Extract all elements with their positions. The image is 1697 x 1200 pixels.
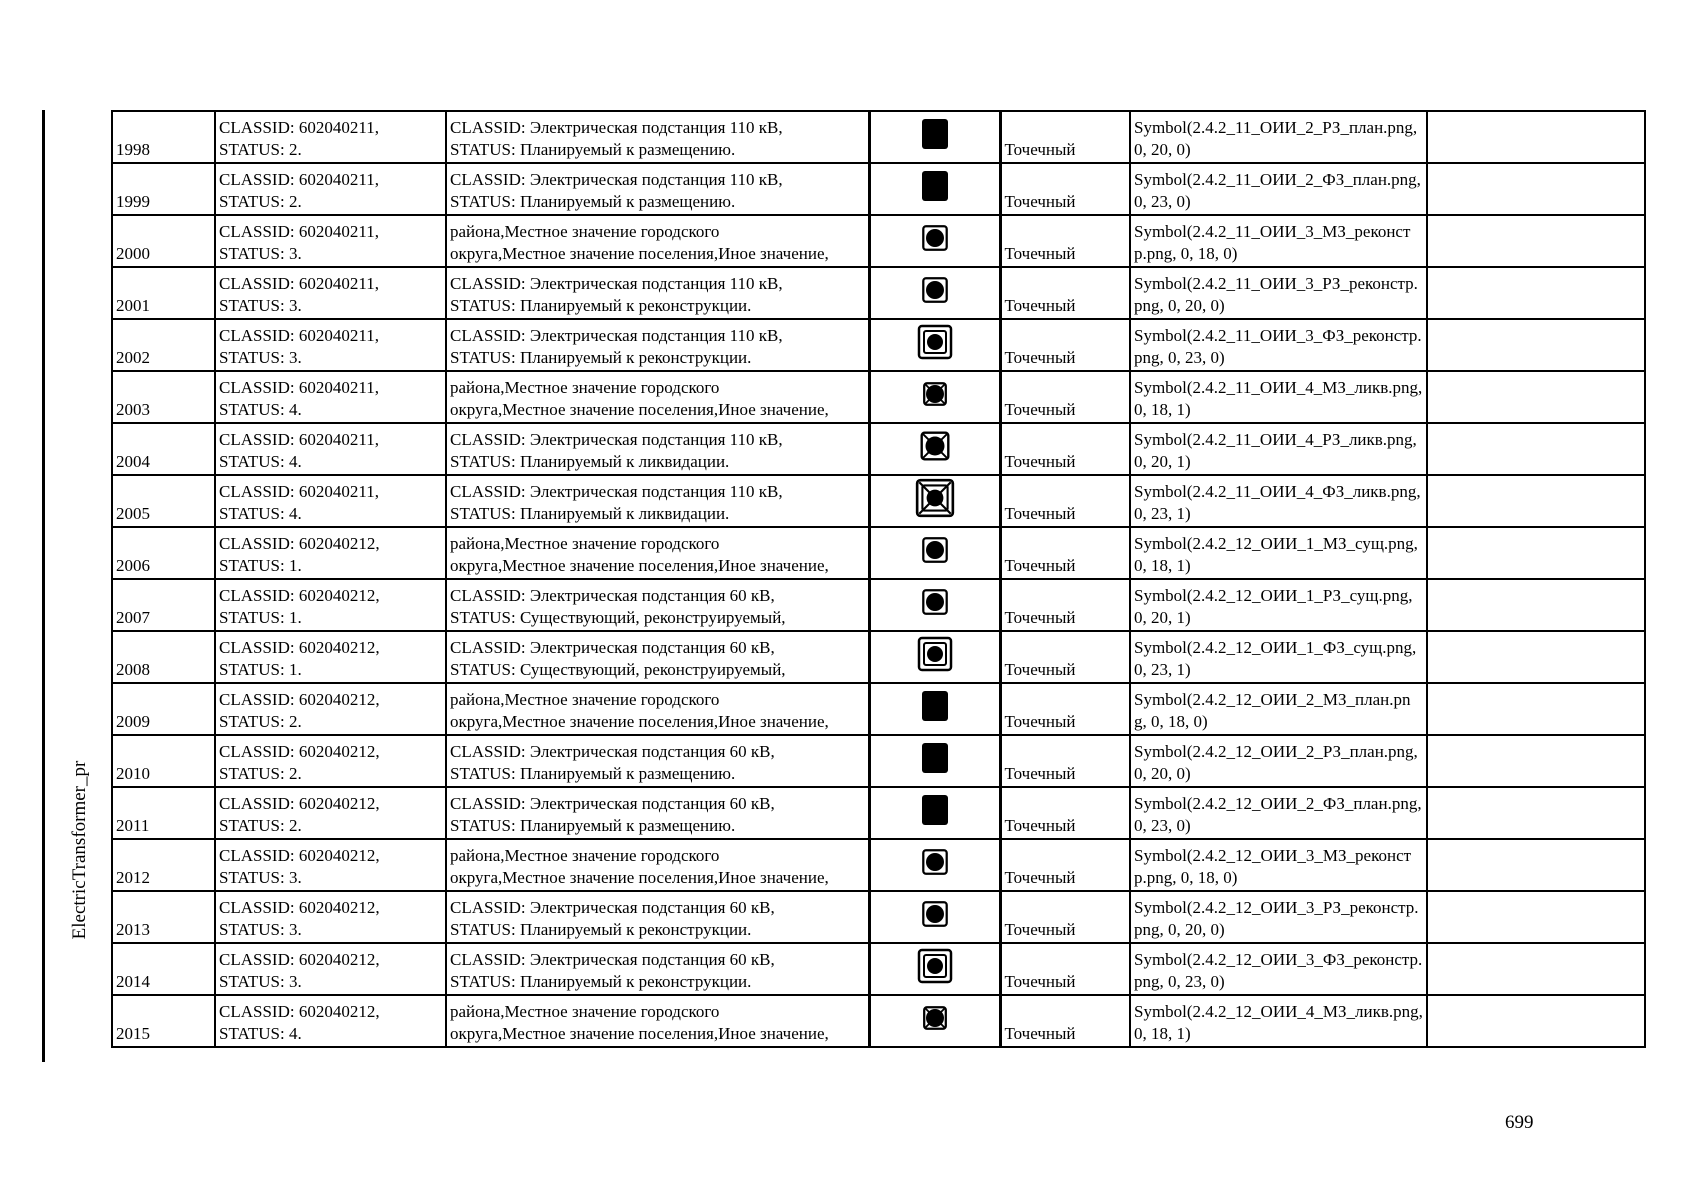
row-symbol-string: Symbol(2.4.2_12_ОИИ_2_МЗ_план.png, 0, 18, 0) xyxy=(1130,683,1427,735)
row-classid: CLASSID: 602040212, xyxy=(219,534,380,553)
row-description-line-2: STATUS: Существующий, реконструируемый, xyxy=(450,608,786,627)
row-id: 1998 xyxy=(112,111,215,163)
row-description-line-2: STATUS: Планируемый к размещению. xyxy=(450,192,736,211)
row-class xyxy=(215,735,446,787)
row-id: 2014 xyxy=(112,943,215,995)
row-description xyxy=(446,579,869,631)
row-description xyxy=(446,839,869,891)
row-empty-cell xyxy=(1427,163,1645,215)
row-description-line-2: округа,Местное значение поселения,Иное значение, xyxy=(450,400,829,419)
row-class xyxy=(215,319,446,371)
row-geometry: Точечный xyxy=(1000,475,1130,527)
row-symbol-cell xyxy=(869,787,1000,839)
row-description xyxy=(446,891,869,943)
row-symbol-string: Symbol(2.4.2_11_ОИИ_4_ФЗ_ликв.png, 0, 23, 1) xyxy=(1130,475,1427,527)
row-geometry: Точечный xyxy=(1000,371,1130,423)
row-description-line-1: CLASSID: Электрическая подстанция 60 кВ, xyxy=(450,586,775,605)
row-status: STATUS: 3. xyxy=(219,972,302,991)
row-classid: CLASSID: 602040212, xyxy=(219,586,380,605)
row-description xyxy=(446,995,869,1047)
row-class xyxy=(215,215,446,267)
row-description xyxy=(446,371,869,423)
row-geometry: Точечный xyxy=(1000,943,1130,995)
row-class xyxy=(215,943,446,995)
row-status: STATUS: 3. xyxy=(219,244,302,263)
row-description-line-1: района,Местное значение городского xyxy=(450,1002,720,1021)
table-row xyxy=(112,683,1645,735)
table-row xyxy=(112,163,1645,215)
row-symbol-string: Symbol(2.4.2_11_ОИИ_4_РЗ_ликв.png, 0, 20, 1) xyxy=(1130,423,1427,475)
row-id: 2015 xyxy=(112,995,215,1047)
row-description xyxy=(446,163,869,215)
row-symbol-string: Symbol(2.4.2_12_ОИИ_2_ФЗ_план.png, 0, 23, 0) xyxy=(1130,787,1427,839)
filled-square-icon xyxy=(915,114,955,160)
row-description xyxy=(446,475,869,527)
row-description-line-2: STATUS: Планируемый к реконструкции. xyxy=(450,920,752,939)
row-empty-cell xyxy=(1427,839,1645,891)
row-classid: CLASSID: 602040212, xyxy=(219,950,380,969)
row-symbol-string: Symbol(2.4.2_12_ОИИ_1_МЗ_сущ.png, 0, 18, 1) xyxy=(1130,527,1427,579)
row-geometry: Точечный xyxy=(1000,579,1130,631)
row-status: STATUS: 4. xyxy=(219,452,302,471)
row-empty-cell xyxy=(1427,475,1645,527)
row-empty-cell xyxy=(1427,371,1645,423)
row-empty-cell xyxy=(1427,319,1645,371)
row-symbol-string: Symbol(2.4.2_12_ОИИ_1_ФЗ_сущ.png, 0, 23, 1) xyxy=(1130,631,1427,683)
table-row xyxy=(112,891,1645,943)
row-symbol-cell xyxy=(869,631,1000,683)
row-class xyxy=(215,839,446,891)
row-classid: CLASSID: 602040211, xyxy=(219,274,379,293)
row-geometry: Точечный xyxy=(1000,423,1130,475)
row-class xyxy=(215,995,446,1047)
row-symbol-cell xyxy=(869,423,1000,475)
row-description-line-2: округа,Местное значение поселения,Иное значение, xyxy=(450,712,829,731)
row-classid: CLASSID: 602040212, xyxy=(219,846,380,865)
row-description-line-1: CLASSID: Электрическая подстанция 60 кВ, xyxy=(450,898,775,917)
row-symbol-string: Symbol(2.4.2_11_ОИИ_4_МЗ_ликв.png, 0, 18, 1) xyxy=(1130,371,1427,423)
row-geometry: Точечный xyxy=(1000,891,1130,943)
row-description-line-1: CLASSID: Электрическая подстанция 60 кВ, xyxy=(450,950,775,969)
row-empty-cell xyxy=(1427,579,1645,631)
row-class xyxy=(215,579,446,631)
row-description-line-1: CLASSID: Электрическая подстанция 60 кВ, xyxy=(450,638,775,657)
row-empty-cell xyxy=(1427,111,1645,163)
crossed-double-square-icon xyxy=(914,477,956,525)
row-symbol-string: Symbol(2.4.2_12_ОИИ_2_РЗ_план.png, 0, 20, 0) xyxy=(1130,735,1427,787)
circle-in-double-square-icon xyxy=(915,946,955,992)
row-status: STATUS: 3. xyxy=(219,920,302,939)
row-symbol-string: Symbol(2.4.2_11_ОИИ_3_МЗ_реконстр.png, 0, 18, 0) xyxy=(1130,215,1427,267)
row-class xyxy=(215,787,446,839)
row-status: STATUS: 4. xyxy=(219,504,302,523)
circle-in-double-square-icon xyxy=(915,634,955,680)
row-description xyxy=(446,787,869,839)
row-id: 2009 xyxy=(112,683,215,735)
table-row xyxy=(112,475,1645,527)
row-status: STATUS: 4. xyxy=(219,400,302,419)
circle-in-square-icon xyxy=(917,220,953,262)
row-symbol-cell xyxy=(869,163,1000,215)
circle-in-square-icon xyxy=(917,532,953,574)
row-status: STATUS: 2. xyxy=(219,816,302,835)
circle-in-square-icon xyxy=(917,584,953,626)
row-symbol-string: Symbol(2.4.2_12_ОИИ_3_МЗ_реконстр.png, 0, 18, 0) xyxy=(1130,839,1427,891)
row-description-line-1: CLASSID: Электрическая подстанция 110 кВ, xyxy=(450,430,783,449)
row-description xyxy=(446,319,869,371)
row-id: 2010 xyxy=(112,735,215,787)
row-empty-cell xyxy=(1427,995,1645,1047)
side-label: ElectricTransformer_pr xyxy=(69,760,90,940)
row-empty-cell xyxy=(1427,631,1645,683)
row-classid: CLASSID: 602040212, xyxy=(219,898,380,917)
circle-in-double-square-icon xyxy=(915,322,955,368)
row-description-line-2: STATUS: Планируемый к размещению. xyxy=(450,764,736,783)
row-geometry: Точечный xyxy=(1000,267,1130,319)
filled-square-icon xyxy=(915,166,955,212)
row-id: 2012 xyxy=(112,839,215,891)
row-description-line-2: округа,Местное значение поселения,Иное значение, xyxy=(450,244,829,263)
row-id: 2004 xyxy=(112,423,215,475)
row-id: 1999 xyxy=(112,163,215,215)
row-description-line-1: района,Местное значение городского xyxy=(450,690,720,709)
row-description-line-1: района,Местное значение городского xyxy=(450,378,720,397)
filled-square-icon xyxy=(915,738,955,784)
table-row xyxy=(112,579,1645,631)
row-status: STATUS: 2. xyxy=(219,764,302,783)
row-description-line-2: округа,Местное значение поселения,Иное значение, xyxy=(450,556,829,575)
row-symbol-cell xyxy=(869,943,1000,995)
row-symbol-string: Symbol(2.4.2_11_ОИИ_2_РЗ_план.png, 0, 20, 0) xyxy=(1130,111,1427,163)
row-empty-cell xyxy=(1427,787,1645,839)
row-description-line-1: CLASSID: Электрическая подстанция 60 кВ, xyxy=(450,742,775,761)
crossed-square-icon xyxy=(916,427,954,471)
row-class xyxy=(215,891,446,943)
filled-square-icon xyxy=(915,790,955,836)
row-description-line-2: STATUS: Планируемый к реконструкции. xyxy=(450,348,752,367)
row-symbol-cell xyxy=(869,267,1000,319)
row-empty-cell xyxy=(1427,891,1645,943)
row-id: 2005 xyxy=(112,475,215,527)
row-symbol-string: Symbol(2.4.2_11_ОИИ_3_РЗ_реконстр.png, 0, 20, 0) xyxy=(1130,267,1427,319)
row-symbol-cell xyxy=(869,735,1000,787)
row-description-line-2: STATUS: Планируемый к размещению. xyxy=(450,816,736,835)
table-row xyxy=(112,735,1645,787)
row-symbol-string: Symbol(2.4.2_11_ОИИ_2_ФЗ_план.png, 0, 23, 0) xyxy=(1130,163,1427,215)
table-row xyxy=(112,787,1645,839)
row-status: STATUS: 3. xyxy=(219,868,302,887)
table-row xyxy=(112,527,1645,579)
row-description xyxy=(446,111,869,163)
row-description-line-2: STATUS: Планируемый к ликвидации. xyxy=(450,504,730,523)
row-symbol-cell xyxy=(869,995,1000,1047)
crossed-circle-icon xyxy=(917,1000,953,1042)
row-status: STATUS: 4. xyxy=(219,1024,302,1043)
row-geometry: Точечный xyxy=(1000,111,1130,163)
table-row xyxy=(112,631,1645,683)
row-description xyxy=(446,683,869,735)
row-id: 2001 xyxy=(112,267,215,319)
row-geometry: Точечный xyxy=(1000,787,1130,839)
row-symbol-cell xyxy=(869,371,1000,423)
row-id: 2007 xyxy=(112,579,215,631)
row-status: STATUS: 2. xyxy=(219,140,302,159)
row-classid: CLASSID: 602040211, xyxy=(219,430,379,449)
row-description xyxy=(446,943,869,995)
row-class xyxy=(215,631,446,683)
row-classid: CLASSID: 602040211, xyxy=(219,482,379,501)
row-symbol-cell xyxy=(869,891,1000,943)
row-empty-cell xyxy=(1427,215,1645,267)
table-row xyxy=(112,839,1645,891)
row-description xyxy=(446,267,869,319)
row-id: 2008 xyxy=(112,631,215,683)
row-class xyxy=(215,423,446,475)
row-classid: CLASSID: 602040211, xyxy=(219,326,379,345)
table-row xyxy=(112,319,1645,371)
row-geometry: Точечный xyxy=(1000,319,1130,371)
row-symbol-cell xyxy=(869,215,1000,267)
row-description-line-1: CLASSID: Электрическая подстанция 60 кВ, xyxy=(450,794,775,813)
row-status: STATUS: 3. xyxy=(219,296,302,315)
row-classid: CLASSID: 602040212, xyxy=(219,794,380,813)
row-symbol-string: Symbol(2.4.2_12_ОИИ_3_РЗ_реконстр.png, 0, 20, 0) xyxy=(1130,891,1427,943)
table-row xyxy=(112,111,1645,163)
row-symbol-cell xyxy=(869,475,1000,527)
row-geometry: Точечный xyxy=(1000,683,1130,735)
row-description xyxy=(446,423,869,475)
row-class xyxy=(215,267,446,319)
row-id: 2013 xyxy=(112,891,215,943)
table-row xyxy=(112,267,1645,319)
row-id: 2000 xyxy=(112,215,215,267)
row-symbol-cell xyxy=(869,319,1000,371)
row-description-line-1: района,Местное значение городского xyxy=(450,846,720,865)
row-classid: CLASSID: 602040212, xyxy=(219,690,380,709)
row-id: 2002 xyxy=(112,319,215,371)
side-rule xyxy=(42,110,45,1062)
circle-in-square-icon xyxy=(917,844,953,886)
row-status: STATUS: 1. xyxy=(219,556,302,575)
row-description-line-1: CLASSID: Электрическая подстанция 110 кВ, xyxy=(450,170,783,189)
row-empty-cell xyxy=(1427,735,1645,787)
row-description xyxy=(446,631,869,683)
row-id: 2003 xyxy=(112,371,215,423)
row-symbol-cell xyxy=(869,839,1000,891)
row-geometry: Точечный xyxy=(1000,995,1130,1047)
row-class xyxy=(215,475,446,527)
table-row xyxy=(112,995,1645,1047)
row-status: STATUS: 1. xyxy=(219,660,302,679)
row-status: STATUS: 2. xyxy=(219,192,302,211)
row-geometry: Точечный xyxy=(1000,839,1130,891)
row-status: STATUS: 1. xyxy=(219,608,302,627)
row-description-line-2: STATUS: Планируемый к реконструкции. xyxy=(450,296,752,315)
row-empty-cell xyxy=(1427,423,1645,475)
row-description xyxy=(446,735,869,787)
table-row xyxy=(112,215,1645,267)
row-status: STATUS: 3. xyxy=(219,348,302,367)
row-description-line-1: CLASSID: Электрическая подстанция 110 кВ, xyxy=(450,274,783,293)
row-status: STATUS: 2. xyxy=(219,712,302,731)
row-classid: CLASSID: 602040212, xyxy=(219,638,380,657)
row-description-line-2: STATUS: Планируемый к ликвидации. xyxy=(450,452,730,471)
row-symbol-cell xyxy=(869,579,1000,631)
row-description-line-1: CLASSID: Электрическая подстанция 110 кВ, xyxy=(450,326,783,345)
row-class xyxy=(215,683,446,735)
row-classid: CLASSID: 602040211, xyxy=(219,118,379,137)
row-symbol-cell xyxy=(869,683,1000,735)
row-description-line-2: округа,Местное значение поселения,Иное значение, xyxy=(450,868,829,887)
row-description-line-1: района,Местное значение городского xyxy=(450,222,720,241)
crossed-circle-icon xyxy=(917,376,953,418)
row-classid: CLASSID: 602040212, xyxy=(219,742,380,761)
row-empty-cell xyxy=(1427,683,1645,735)
circle-in-square-icon xyxy=(917,896,953,938)
row-empty-cell xyxy=(1427,267,1645,319)
page-number: 699 xyxy=(1505,1112,1534,1133)
row-symbol-string: Symbol(2.4.2_11_ОИИ_3_ФЗ_реконстр.png, 0, 23, 0) xyxy=(1130,319,1427,371)
symbol-table xyxy=(111,110,1646,1048)
row-description-line-1: CLASSID: Электрическая подстанция 110 кВ, xyxy=(450,118,783,137)
row-class xyxy=(215,371,446,423)
row-classid: CLASSID: 602040212, xyxy=(219,1002,380,1021)
row-description xyxy=(446,215,869,267)
row-class xyxy=(215,111,446,163)
row-symbol-cell xyxy=(869,527,1000,579)
row-geometry: Точечный xyxy=(1000,631,1130,683)
row-description-line-2: STATUS: Существующий, реконструируемый, xyxy=(450,660,786,679)
row-empty-cell xyxy=(1427,527,1645,579)
circle-in-square-icon xyxy=(917,272,953,314)
row-classid: CLASSID: 602040211, xyxy=(219,170,379,189)
filled-square-icon xyxy=(915,686,955,732)
table-row xyxy=(112,423,1645,475)
row-geometry: Точечный xyxy=(1000,215,1130,267)
row-geometry: Точечный xyxy=(1000,735,1130,787)
row-id: 2006 xyxy=(112,527,215,579)
row-geometry: Точечный xyxy=(1000,527,1130,579)
row-symbol-string: Symbol(2.4.2_12_ОИИ_1_РЗ_сущ.png, 0, 20, 1) xyxy=(1130,579,1427,631)
row-description-line-1: CLASSID: Электрическая подстанция 110 кВ, xyxy=(450,482,783,501)
row-class xyxy=(215,163,446,215)
row-id: 2011 xyxy=(112,787,215,839)
row-empty-cell xyxy=(1427,943,1645,995)
row-classid: CLASSID: 602040211, xyxy=(219,378,379,397)
row-class xyxy=(215,527,446,579)
row-description xyxy=(446,527,869,579)
row-description-line-2: округа,Местное значение поселения,Иное значение, xyxy=(450,1024,829,1043)
table-row xyxy=(112,943,1645,995)
row-classid: CLASSID: 602040211, xyxy=(219,222,379,241)
row-description-line-1: района,Местное значение городского xyxy=(450,534,720,553)
table-row xyxy=(112,371,1645,423)
row-symbol-string: Symbol(2.4.2_12_ОИИ_4_МЗ_ликв.png, 0, 18, 1) xyxy=(1130,995,1427,1047)
row-description-line-2: STATUS: Планируемый к реконструкции. xyxy=(450,972,752,991)
row-symbol-cell xyxy=(869,111,1000,163)
row-description-line-2: STATUS: Планируемый к размещению. xyxy=(450,140,736,159)
row-geometry: Точечный xyxy=(1000,163,1130,215)
row-symbol-string: Symbol(2.4.2_12_ОИИ_3_ФЗ_реконстр.png, 0, 23, 0) xyxy=(1130,943,1427,995)
